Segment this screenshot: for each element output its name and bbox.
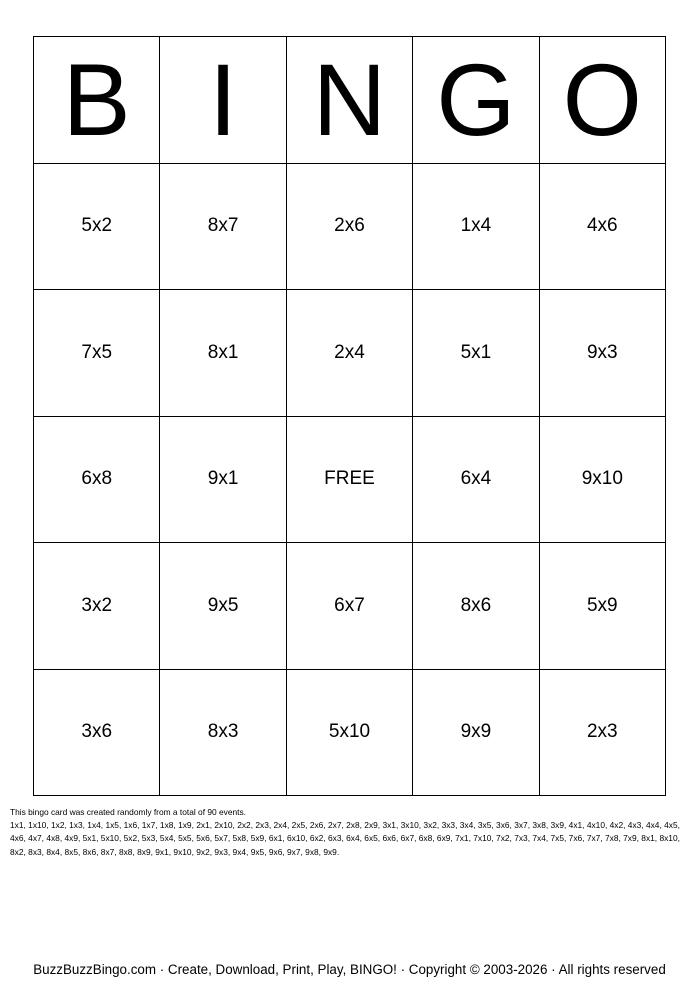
bingo-cell: 1x4 [413,164,539,291]
bingo-cell: 5x9 [540,543,666,670]
bingo-cell: 9x1 [160,417,286,544]
header-letter-o: O [540,37,666,164]
header-letter-b: B [34,37,160,164]
bingo-cell: 2x3 [540,670,666,797]
bingo-cell: 8x1 [160,290,286,417]
free-space-cell: FREE [287,417,413,544]
bingo-cell: 5x2 [34,164,160,291]
bingo-cell: 3x2 [34,543,160,670]
bingo-cell: 2x4 [287,290,413,417]
info-event-list: 1x1, 1x10, 1x2, 1x3, 1x4, 1x5, 1x6, 1x7, 1x8, 1x9, 2x1, 2x10, 2x2, 2x3, 2x4, 2x5, 2x6, 2x7, 2x8, 2x9, 3x1, 3x10, 3x2, 3x3, 3x4, 3x5, 3x6, 3x7, 3x8, 3x9, 4x1, 4x10, 4x2, 4x3, 4x4, 4x5, 4x6, 4x7, 4x8, 4x9, 5x1, 5x10, 5x2, 5x3, 5x4, 5x5, 5x6, 5x7, 5x8, 5x9, 6x1, 6x10, 6x2, 6x3, 6x4, 6x5, 6x6, 6x7, 6x8, 6x9, 7x1, 7x10, 7x2, 7x3, 7x4, 7x5, 7x6, 7x7, 7x8, 7x9, 8x1, 8x10, 8x2, 8x3, 8x4, 8x5, 8x6, 8x7, 8x8, 8x9, 9x1, 9x10, 9x2, 9x3, 9x4, 9x5, 9x6, 9x7, 9x8, 9x9. [10,820,680,857]
header-letter-i: I [160,37,286,164]
header-letter-n: N [287,37,413,164]
bingo-cell: 5x1 [413,290,539,417]
footer-text: BuzzBuzzBingo.com · Create, Download, Print, Play, BINGO! · Copyright © 2003-2026 · All rights reserved [33,962,666,977]
header-letter-g: G [413,37,539,164]
bingo-cell: 8x6 [413,543,539,670]
bingo-card [33,36,666,796]
bingo-cell: 6x4 [413,417,539,544]
bingo-cell: 6x7 [287,543,413,670]
bingo-cell: 9x9 [413,670,539,797]
bingo-cell: 9x3 [540,290,666,417]
bingo-cell: 7x5 [34,290,160,417]
bingo-cell: 9x10 [540,417,666,544]
info-intro: This bingo card was created randomly from a total of 90 events. [10,807,247,817]
bingo-cell: 4x6 [540,164,666,291]
bingo-cell: 8x7 [160,164,286,291]
event-list-info [10,806,692,859]
bingo-cell: 8x3 [160,670,286,797]
bingo-cell: 6x8 [34,417,160,544]
bingo-cell: 5x10 [287,670,413,797]
bingo-cell: 9x5 [160,543,286,670]
bingo-cell: 2x6 [287,164,413,291]
bingo-cell: 3x6 [34,670,160,797]
